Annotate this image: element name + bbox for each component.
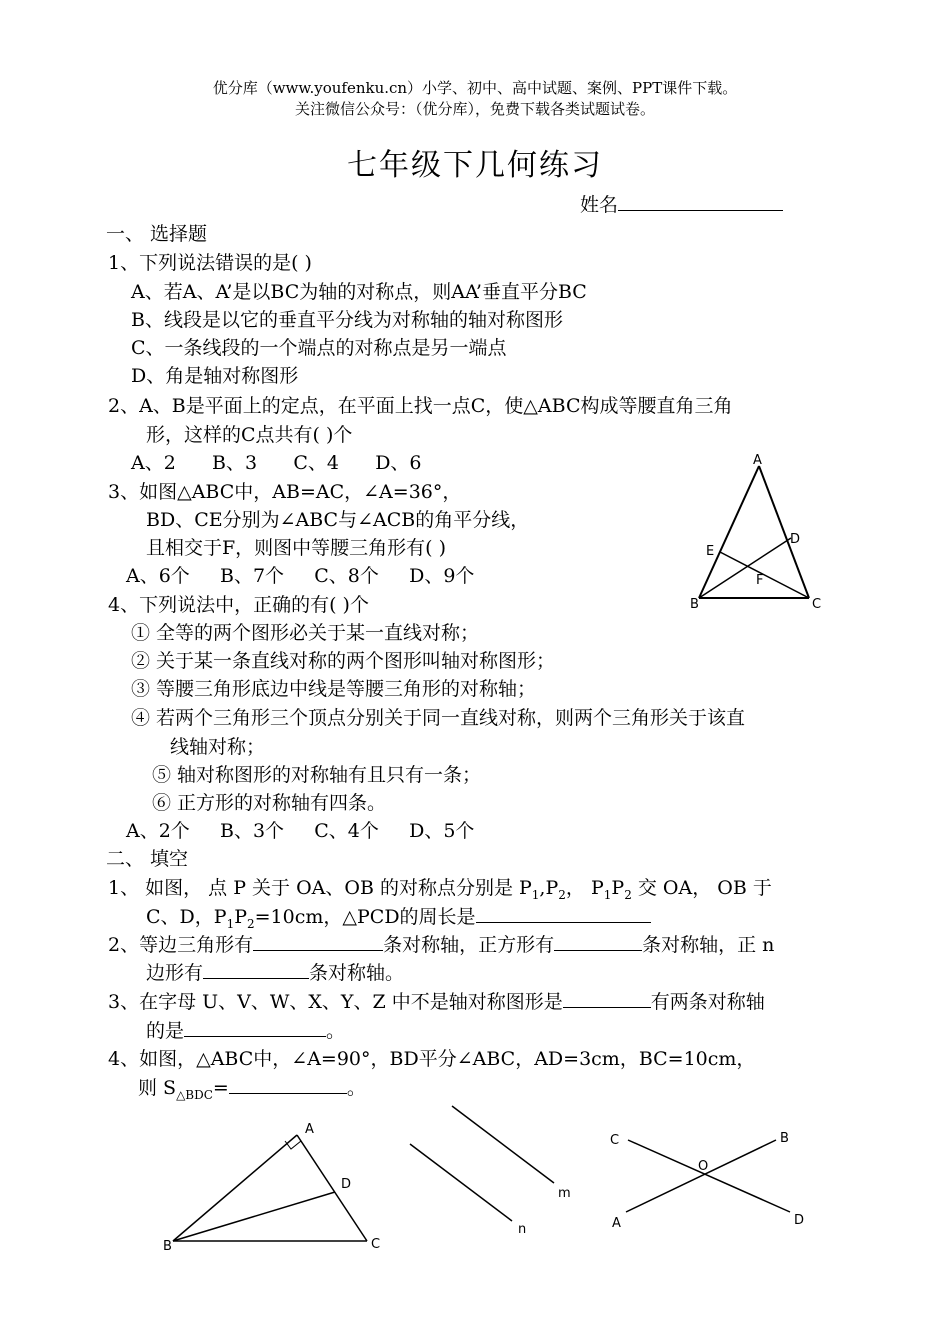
fill-q2-text-d: 边形有 <box>146 962 204 984</box>
q4-statement-6: ⑥ 正方形的对称轴有四条。 <box>152 792 387 814</box>
fill-q2-text-c: 条对称轴，正 n <box>642 934 775 956</box>
header-line-1: 优分库（www.youfenku.cn）小学、初中、高中试题、案例、PPT课件下载。 <box>212 79 738 97</box>
q4-statement-3: ③ 等腰三角形底边中线是等腰三角形的对称轴； <box>131 678 537 700</box>
fill-q4-cont <box>138 1073 366 1102</box>
fill-q2-blank-2[interactable] <box>554 932 642 951</box>
p2-subscript: 2 <box>558 887 566 902</box>
fill-q4: 4、如图，△ABC中，∠A=90°，BD平分∠ABC，AD=3cm，BC=10cm， <box>108 1048 756 1070</box>
fill-q4-subscript: △BDC <box>176 1087 213 1102</box>
label-n: n <box>518 1222 527 1237</box>
p2-label: P <box>545 877 559 899</box>
q2-options: A、2 B、3 C、4 D、6 <box>131 452 422 474</box>
q4-options: A、2个 B、3个 C、4个 D、5个 <box>126 820 475 842</box>
q3-stem-cont: BD、CE分别为∠ABC与∠ACB的角平分线， <box>146 509 530 531</box>
p1p2-p2: P <box>611 877 625 899</box>
p2-comma: , <box>539 877 546 899</box>
p2-label-b: P <box>234 906 247 928</box>
p1p2-sub1: 1 <box>603 887 612 902</box>
q4-stem: 4、下列说法中，正确的有( )个 <box>108 594 369 616</box>
fill-q1 <box>108 873 772 902</box>
q3-label-d: D <box>790 532 801 547</box>
label-c-top: C <box>610 1133 620 1148</box>
fill-q3-text-d: 。 <box>326 1020 346 1042</box>
name-blank[interactable] <box>618 192 783 211</box>
tri-label-d: D <box>341 1177 352 1192</box>
fill-q3-blank-2[interactable] <box>184 1018 326 1037</box>
q3-label-b: B <box>690 597 699 612</box>
fill-q4-text-d: 。 <box>346 1077 366 1099</box>
fill-q4-blank[interactable] <box>229 1075 347 1094</box>
q3-triangle-figure <box>686 448 836 613</box>
q1-option-d: D、角是轴对称图形 <box>131 365 299 387</box>
section1-heading: 一、 选择题 <box>106 223 208 245</box>
fill-q2-blank-1[interactable] <box>253 932 383 951</box>
fill-q1-blank[interactable] <box>476 904 651 923</box>
q3-label-f: F <box>756 573 764 588</box>
q3-stem-cont2: 且相交于F，则图中等腰三角形有( ) <box>146 537 447 559</box>
q4-statement-1: ① 全等的两个图形必关于某一直线对称； <box>131 622 480 644</box>
label-b-top: B <box>780 1131 789 1146</box>
fill-q1-text-c: =10cm，△PCD的周长是 <box>254 906 476 928</box>
label-d-bottom: D <box>794 1213 805 1228</box>
fill-q3-text-c: 的是 <box>146 1020 185 1042</box>
fill-q3 <box>108 987 765 1014</box>
q2-stem-cont: 形，这样的C点共有( )个 <box>146 424 353 446</box>
right-triangle-figure <box>155 1115 395 1260</box>
header-line-2: 关注微信公众号：（优分库），免费下载各类试题试卷。 <box>294 100 655 118</box>
fill-q3-cont <box>146 1016 345 1043</box>
section2-heading: 二、 填空 <box>106 848 189 870</box>
tri-label-a: A <box>305 1122 314 1137</box>
q1-option-c: C、一条线段的一个端点的对称点是另一端点 <box>131 337 507 359</box>
q3-stem: 3、如图△ABC中，AB=AC，∠A=36°， <box>108 481 462 503</box>
page-title: 七年级下几何练习 <box>347 148 603 183</box>
tri-label-c: C <box>371 1237 381 1252</box>
q2-stem: 2、A、B是平面上的定点，在平面上找一点C，使△ABC构成等腰直角三角 <box>108 395 733 417</box>
q4-statement-4-cont: 线轴对称； <box>170 736 266 758</box>
q4-statement-5: ⑤ 轴对称图形的对称轴有且只有一条； <box>152 764 482 786</box>
fill-q3-blank-1[interactable] <box>563 989 651 1008</box>
q3-label-e: E <box>706 544 715 559</box>
intersecting-lines-figure <box>600 1120 820 1250</box>
fill-q4-text-b: 则 S <box>138 1077 177 1099</box>
p2-sub-b: 2 <box>247 916 255 931</box>
q3-label-c: C <box>812 597 822 612</box>
fill-q2-text-e: 条对称轴。 <box>309 962 405 984</box>
fill-q2-blank-3[interactable] <box>203 960 309 979</box>
p1-sub-b: 1 <box>226 916 235 931</box>
q3-options: A、6个 B、7个 C、8个 D、9个 <box>126 565 475 587</box>
q1-option-b: B、线段是以它的垂直平分线为对称轴的轴对称图形 <box>131 309 563 331</box>
p1-subscript: 1 <box>531 887 540 902</box>
fill-q2-cont <box>146 958 404 985</box>
label-o: O <box>698 1159 709 1174</box>
q4-statement-4: ④ 若两个三角形三个顶点分别关于同一直线对称，则两个三角形关于该直 <box>131 707 746 729</box>
p1p2-sub2: 2 <box>624 887 632 902</box>
fill-q3-text-a: 3、在字母 U、V、W、X、Y、Z 中不是轴对称图形是 <box>108 991 563 1013</box>
p1p2-p1: P <box>590 877 604 899</box>
label-m: m <box>558 1186 571 1201</box>
fill-q4-text-c: = <box>212 1077 229 1099</box>
fill-q2-text-b: 条对称轴，正方形有 <box>383 934 555 956</box>
fill-q1-text-a: 1、 如图， 点 P 关于 OA、OB 的对称点分别是 P <box>108 877 532 899</box>
fill-q1-cont <box>146 902 651 931</box>
q4-statement-2: ② 关于某一条直线对称的两个图形叫轴对称图形； <box>131 650 556 672</box>
fill-q1-tail: 交 OA， OB 于 <box>631 877 772 899</box>
q1-stem: 1、下列说法错误的是( ) <box>108 252 312 274</box>
tri-label-b: B <box>163 1239 172 1254</box>
fill-q2-text-a: 2、等边三角形有 <box>108 934 254 956</box>
name-field <box>580 190 783 217</box>
q1-option-a: A、若A、A’是以BC为轴的对称点，则AA’垂直平分BC <box>131 281 587 303</box>
gap: ， <box>565 877 591 899</box>
fill-q2 <box>108 930 774 957</box>
label-a-bottom: A <box>612 1216 621 1231</box>
q3-label-a: A <box>753 453 762 468</box>
fill-q3-text-b: 有两条对称轴 <box>650 991 765 1013</box>
name-label: 姓名 <box>580 194 619 216</box>
lines-mn-figure <box>400 1100 590 1240</box>
fill-q1-text-b: C、D，P <box>146 906 227 928</box>
